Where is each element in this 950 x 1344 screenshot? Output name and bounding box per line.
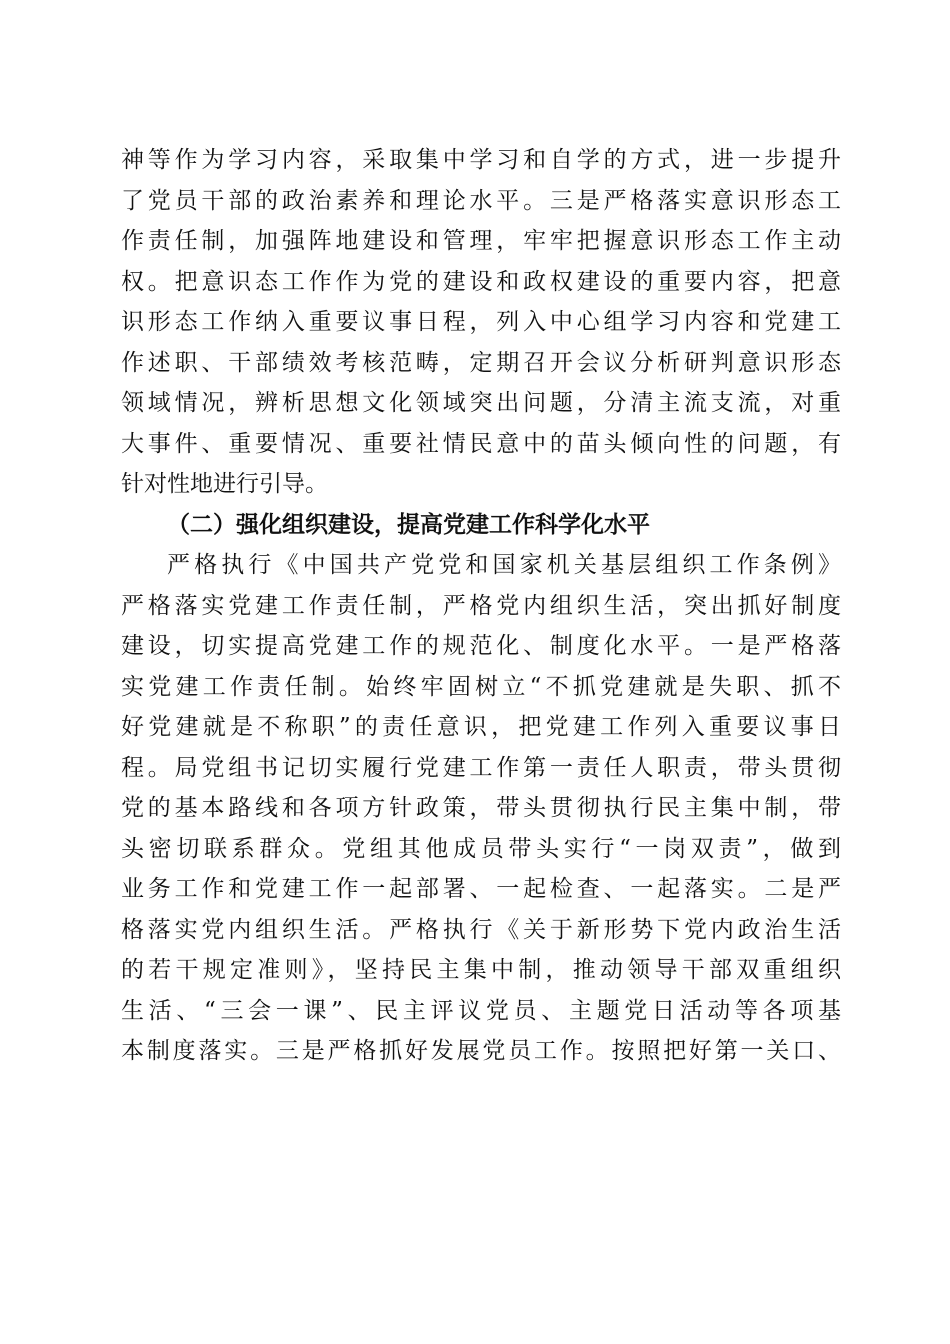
- text-line: 实党建工作责任制。始终牢固树立“不抓党建就是失职、抓不: [121, 673, 841, 700]
- text-line: 严格执行《中国共产党党和国家机关基层组织工作条例》: [167, 552, 841, 578]
- text-line: 权。把意识态工作作为党的建设和政权建设的重要内容，把意: [121, 268, 841, 295]
- text-line: 大事件、重要情况、重要社情民意中的苗头倾向性的问题，有: [121, 430, 841, 457]
- text-line: 生活、“三会一课”、民主评议党员、主题党日活动等各项基: [121, 997, 841, 1024]
- text-line: 程。局党组书记切实履行党建工作第一责任人职责，带头贯彻: [121, 754, 841, 781]
- text-line: 神等作为学习内容，采取集中学习和自学的方式，进一步提升: [121, 147, 841, 173]
- text-line: 本制度落实。三是严格抓好发展党员工作。按照把好第一关口、: [121, 1038, 841, 1064]
- text-line: 领域情况，辨析思想文化领域突出问题，分清主流支流，对重: [121, 390, 841, 416]
- text-line: 业务工作和党建工作一起部署、一起检查、一起落实。二是严: [121, 876, 841, 902]
- text-line: 针对性地进行引导。: [121, 471, 328, 497]
- text-line: 党的基本路线和各项方针政策，带头贯彻执行民主集中制，带: [121, 795, 841, 821]
- text-line: 严格落实党建工作责任制，严格党内组织生活，突出抓好制度: [121, 592, 841, 619]
- text-line: 建设，切实提高党建工作的规范化、制度化水平。一是严格落: [121, 633, 841, 659]
- text-line: 的若干规定准则》，坚持民主集中制，推动领导干部双重组织: [121, 957, 841, 983]
- body-text: [121, 140, 841, 1072]
- text-line: 作责任制，加强阵地建设和管理，牢牢把握意识形态工作主动: [121, 228, 841, 254]
- section-heading: （二）强化组织建设，提高党建工作科学化水平: [167, 511, 650, 538]
- text-line: 头密切联系群众。党组其他成员带头实行“一岗双责”，做到: [121, 835, 841, 862]
- text-line: 好党建就是不称职”的责任意识，把党建工作列入重要议事日: [121, 714, 841, 740]
- text-line: 识形态工作纳入重要议事日程，列入中心组学习内容和党建工: [121, 309, 841, 335]
- text-line: 格落实党内组织生活。严格执行《关于新形势下党内政治生活: [121, 916, 841, 943]
- text-line: 作述职、干部绩效考核范畴，定期召开会议分析研判意识形态: [121, 349, 841, 376]
- text-line: 了党员干部的政治素养和理论水平。三是严格落实意识形态工: [121, 187, 841, 214]
